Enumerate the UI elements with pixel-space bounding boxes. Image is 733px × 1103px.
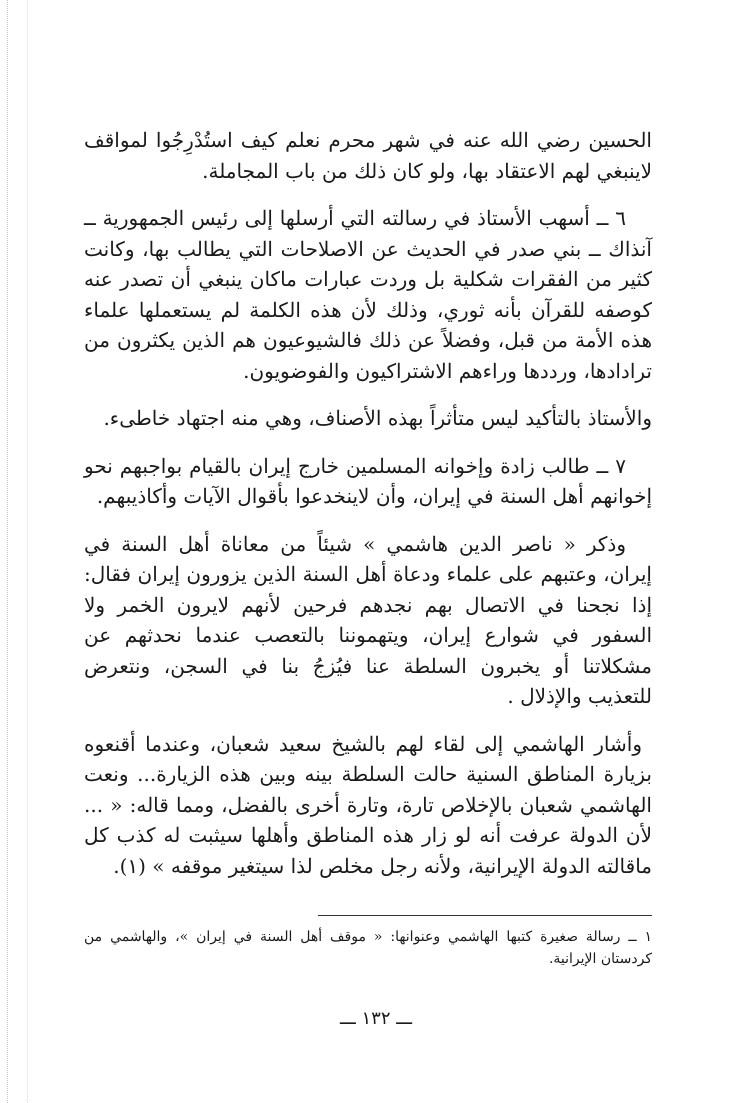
- paragraph-ustadh-note: والأستاذ بالتأكيد ليس متأثراً بهذه الأصناف، وهي منه اجتهاد خاطىء.: [103, 406, 652, 430]
- body-text: [84, 125, 652, 898]
- paragraph-shaaban-meeting: وأشار الهاشمي إلى لقاء لهم بالشيخ سعيد شعبان، وعندما أقنعوه بزيارة المناطق السنية حالت السلطة بينه وبين هذه الزيارة... ونعت الهاشمي شعبان بالإخلاص تارة، وتارة أخرى بالفضل، ومما قاله: « ... لأن الدولة عرفت أنه لو زار هذه المناطق وأهلها سيثبت له كذب كل ماقالته الدولة الإيرانية، ولأنه رجل مخلص لذا سيتغير موقفه » (١).: [84, 731, 652, 878]
- paragraph-point-6: ٦ ــ أسهب الأستاذ في رسالته التي أرسلها إلى رئيس الجمهورية ــ آنذاك ــ بني صدر في الحديث عن الاصلاحات التي يطالب بها، وكانت كثير من الفقرات شكلية بل وردت عبارات ماكان ينبغي أن تصدر عنه كوصفه للقرآن بأنه ثوري، وذلك لأن هذه الكلمة لم يستعملها علماء هذه الأمة من قبل، وفضلاً عن ذلك فالشيوعيون هم الذين يكثرون من ترادادها، ورددها وراءهم الاشتراكيون والفوضويون.: [84, 206, 652, 383]
- scan-edge-line: [7, 0, 8, 1103]
- paragraph-hashemi-account: وذكر « ناصر الدين هاشمي » شيئاً من معاناة أهل السنة في إيران، وعتبهم على علماء ودعاة أهل السنة الذين يزورون إيران فقال: إذا نجحنا في الاتصال بهم نجدهم فرحين لأنهم لايرون الخمر ولا السفور في شوارع إيران، ويتهموننا بالتعصب عندما نحدثهم عن مشكلاتنا أو يخبرون السلطة عنا فيُزجُ بنا في السجن، ونتعرض للتعذيب والإذلال .: [84, 531, 652, 708]
- footnote: ١ ــ رسالة صغيرة كتبها الهاشمي وعنوانها: « موقف أهل السنة في إيران »، والهاشمي من كردستان الإيرانية.: [84, 929, 652, 967]
- paragraph-continuation: الحسين رضي الله عنه في شهر محرم نعلم كيف استُدْرِجُوا لمواقف لاينبغي لهم الاعتقاد بها، ولو كان ذلك من باب المجاملة.: [84, 128, 652, 183]
- footnote-separator: [318, 915, 652, 916]
- page-number: ـــ ١٣٢ ـــ: [339, 1008, 413, 1029]
- paragraph-point-7: ٧ ــ طالب زادة وإخوانه المسلمين خارج إيران بالقيام بواجبهم نحو إخوانهم أهل السنة في إيران، وأن لاينخدعوا بأقوال الآيات وأكاذيبهم.: [84, 453, 652, 508]
- scan-edge-line-inner: [27, 0, 28, 1103]
